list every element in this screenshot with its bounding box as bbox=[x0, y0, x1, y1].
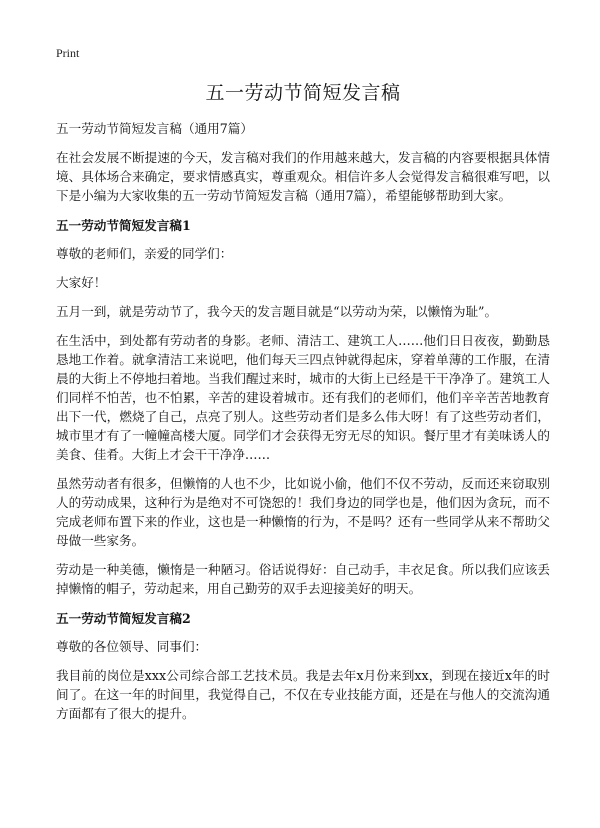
document-body bbox=[56, 78, 550, 733]
salutation-1: 尊敬的老师们，亲爱的同学们： bbox=[56, 246, 233, 261]
paragraph: 劳动是一种美德，懒惰是一种陋习。俗话说得好：自己动手，丰衣足食。所以我们应该丢掉懒惰的帽子，劳动起来，用自己勤劳的双手去迎接美好的明天。 bbox=[56, 562, 550, 596]
print-link[interactable]: Print bbox=[56, 46, 80, 60]
paragraph: 虽然劳动者有很多，但懒惰的人也不少，比如说小偷，他们不仅不劳动，反而还来窃取别人的劳动成果，这种行为是绝对不可饶恕的！我们身边的同学也是，他们因为贪玩，而不完成老师布置下来的作业，这也是一种懒惰的行为，不是吗？还有一些同学从来不帮助父母做一些家务。 bbox=[56, 476, 550, 548]
salutation-2: 尊敬的各位领导、同事们： bbox=[56, 639, 208, 654]
page-title: 五一劳动节简短发言稿 bbox=[205, 82, 401, 104]
intro-paragraph: 在社会发展不断提速的今天，发言稿对我们的作用越来越大，发言稿的内容要根据具体情境、具体场合来确定，要求情感真实，尊重观众。相信许多人会觉得发言稿很难写吧，以下是小编为大家收集的五一劳动节简短发言稿（通用7篇），希望能够帮助到大家。 bbox=[56, 150, 550, 203]
paragraph: 在生活中，到处都有劳动者的身影。老师、清洁工、建筑工人……他们日日夜夜，勤勤恳恳地工作着。就拿清洁工来说吧，他们每天三四点钟就得起床，穿着单薄的工作服，在清晨的大街上不停地扫着地。当我们醒过来时，城市的大街上已经是干干净净了。建筑工人们同样不怕苦，也不怕累，辛苦的建设着城市。还有我们的老师们，他们辛辛苦苦地教育出下一代，燃烧了自己，点亮了别人。这些劳动者们是多么伟大呀！有了这些劳动者们，城市里才有了一幢幢高楼大厦。同学们才会获得无穷无尽的知识。餐厅里才有美味诱人的美食、佳肴。大街上才会干干净净…… bbox=[56, 333, 550, 462]
paragraph: 五月一到，就是劳动节了，我今天的发言题目就是“以劳动为荣，以懒惰为耻”。 bbox=[56, 304, 498, 319]
section-heading-1: 五一劳动节简短发言稿1 bbox=[56, 218, 191, 233]
doc-subtitle: 五一劳动节简短发言稿（通用7篇） bbox=[56, 121, 253, 136]
section-heading-2: 五一劳动节简短发言稿2 bbox=[56, 611, 191, 626]
paragraph: 我目前的岗位是xxx公司综合部工艺技术员。我是去年x月份来到xx，到现在接近x年的时间了。在这一年的时间里，我觉得自己，不仅在专业技能方面，还是在与他人的交流沟通方面都有了很大的提升。 bbox=[56, 668, 550, 721]
greeting-1: 大家好！ bbox=[56, 275, 107, 290]
